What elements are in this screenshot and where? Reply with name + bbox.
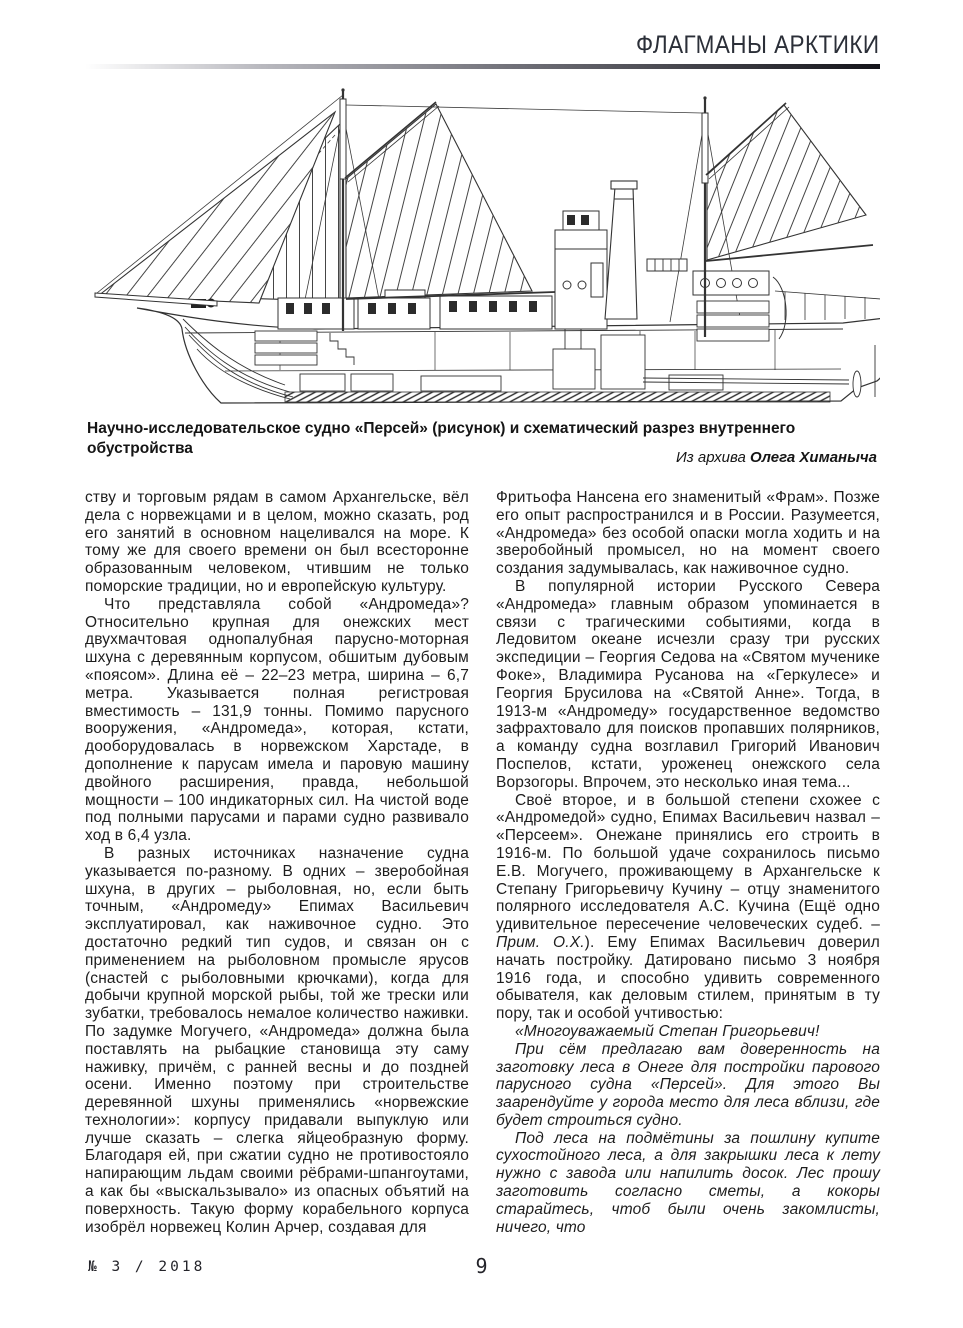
wheelhouse	[555, 211, 607, 329]
article-column-left	[85, 489, 469, 1236]
paragraph: Под леса на подмётины за пошлину купите сухостойного леса, а для закрышки леса к лету нужно с завода или напилить досок. Лес прошу заготовить согласно сметы, а кокоры старайтесь, чтоб были очень закомлисты, ничего, что	[496, 1129, 880, 1236]
footer-issue-number: № 3 / 2018	[88, 1259, 206, 1275]
paragraph: Своё второе, и в большой степени схожее с «Андромедой» судно, Епимах Васильевич назвал – «Персеем». Онежане принялись его строить в 1916-м. По большой удаче сохранилось письмо Е.В. Могучего, проживающему в Архангельске к Степану Григорьевичу Кучину – отцу знаменитого полярного исследователя А.С. Кучина (Ещё одно удивительное пересечение человеческих судеб. – Прим. О.Х.). Ему Епимах Васильевич доверил начать постройку. Датировано письмо 3 ноября 1916 года, и способно удивить современного обывателя, как деловым стилем, принятым в ту пору, так и особой учтивостью:	[496, 791, 881, 1023]
paragraph: ству и торговым рядам в самом Архангельске, вёл дела с норвежцами и в целом, можно сказать, род его занятий в основном нацеливался на море. К тому же для своего времени он был всесторонне образованным человеком, чтившим не только поморские традиции, но и европейскую культуру.	[85, 489, 469, 595]
main-gaff-sail	[346, 104, 532, 298]
mizzen-gaff-sail	[707, 105, 866, 260]
propeller	[853, 371, 861, 397]
header-rule	[85, 64, 880, 69]
ship-technical-drawing	[85, 86, 880, 418]
paragraph: Что представляла собой «Андромеда»? Относительно крупная для онежских мест двухмачтовая однопалубная парусно-моторная шхуна с деревянным корпусом, обшитым дубовым «поясом». Длина её – 22–23 метра, ширина – 6,7 метра. Указывается полная регистровая вместимость – 131,9 тонны. Помимо парусного вооружения, «Андромеда», которая, кстати, дооборудовалась в норвежском Харстаде, в дополнение к парусам имела и паровую машину двойного расширения, правда, небольшой мощности – 100 индикаторных сил. На чистой воде под полными парусами и парами судно развивало ход в 6,4 узла.	[85, 595, 469, 845]
credit-name: Олега Химаныча	[749, 449, 877, 466]
ship-figure	[85, 86, 880, 418]
footer-page-number: 9	[475, 1254, 488, 1278]
article-column-right	[496, 489, 880, 1236]
figure-credit	[676, 449, 877, 466]
funnel	[605, 181, 637, 319]
paragraph: При сём предлагаю вам доверенность на заготовку леса в Онеге для постройки парового парусного судна «Персей». Для этого Вы заарендуйте у города место для леса вблизи, где будет строиться судно.	[496, 1040, 880, 1129]
credit-prefix: Из архива	[676, 449, 746, 466]
stern-railing	[775, 291, 880, 320]
figure-caption: Научно-исследовательское судно «Персей» (рисунок) и схематический разрез внутреннего обустройства	[87, 420, 796, 457]
paragraph: В популярной истории Русского Севера «Андромеда» главным образом упоминается в связи с трагическими событиями, когда в Ледовитом океане исчезли сразу три русских экспедиции – Георгия Седова на «Святом мученике Фоке», Владимира Русанова на «Геркулесе» и Георгия Брусилова на «Святой Анне». Тогда, в 1913-м «Андромеду» государственное ведомство зафрахтовало для поисков пропавших полярников, а команду судна возглавил Григорий Иванович Поспелов, кстати, уроженец онежского села Ворзогоры. Впрочем, это несколько иная тема...	[496, 577, 880, 791]
article-body	[85, 489, 880, 1236]
name-board	[647, 259, 687, 271]
paragraph: В разных источниках назначение судна указывается по-разному. В одних – зверобойная шхуна, в других – рыболовная, но, если быть точным, «Андромеду» Епимах Васильевич эксплуатировал, как наживочное судно. Это достаточно редкий тип судов, и связан он с применением на рыболовном промысле ярусов (снастей с рыболовными крючками), когда для добычи крупной морской рыбы, той же трески или зубатки, требовалось немалое количество наживки. По задумке Могучего, «Андромеда» должна была поставлять на рыбацкие становища эту саму наживку, причём, с ранней весны и до поздней осени. Именно поэтому при строительстве деревянной шхуны применялись «норвежские технологии»: корпусу придавали выпуклую или лучше сказать – слегка яйцеобразную форму. Благодаря ей, при сжатии судно не противостояло напирающим льдам своими рёбрами-шпангоутами, а как бы «выскальзывало» из опасных объятий на поверхность. Такую форму корабельного корпуса изобрёл норвежец Колин Арчер, создавая для	[85, 844, 469, 1236]
paragraph: Фритьофа Нансена его знаменитый «Фрам». Позже его опыт распространился и в России. Разумеется, «Андромеда» без особой опаски могла ходить и на зверобойный промысел, но на момент своего создания задумывалась, как наживочное судно.	[496, 489, 880, 578]
keel-ballast-band	[285, 392, 830, 402]
paragraph: «Многоуважаемый Степан Григорьевич!	[515, 1022, 820, 1040]
page-header-title: ФЛАГМАНЫ АРКТИКИ	[636, 31, 880, 59]
